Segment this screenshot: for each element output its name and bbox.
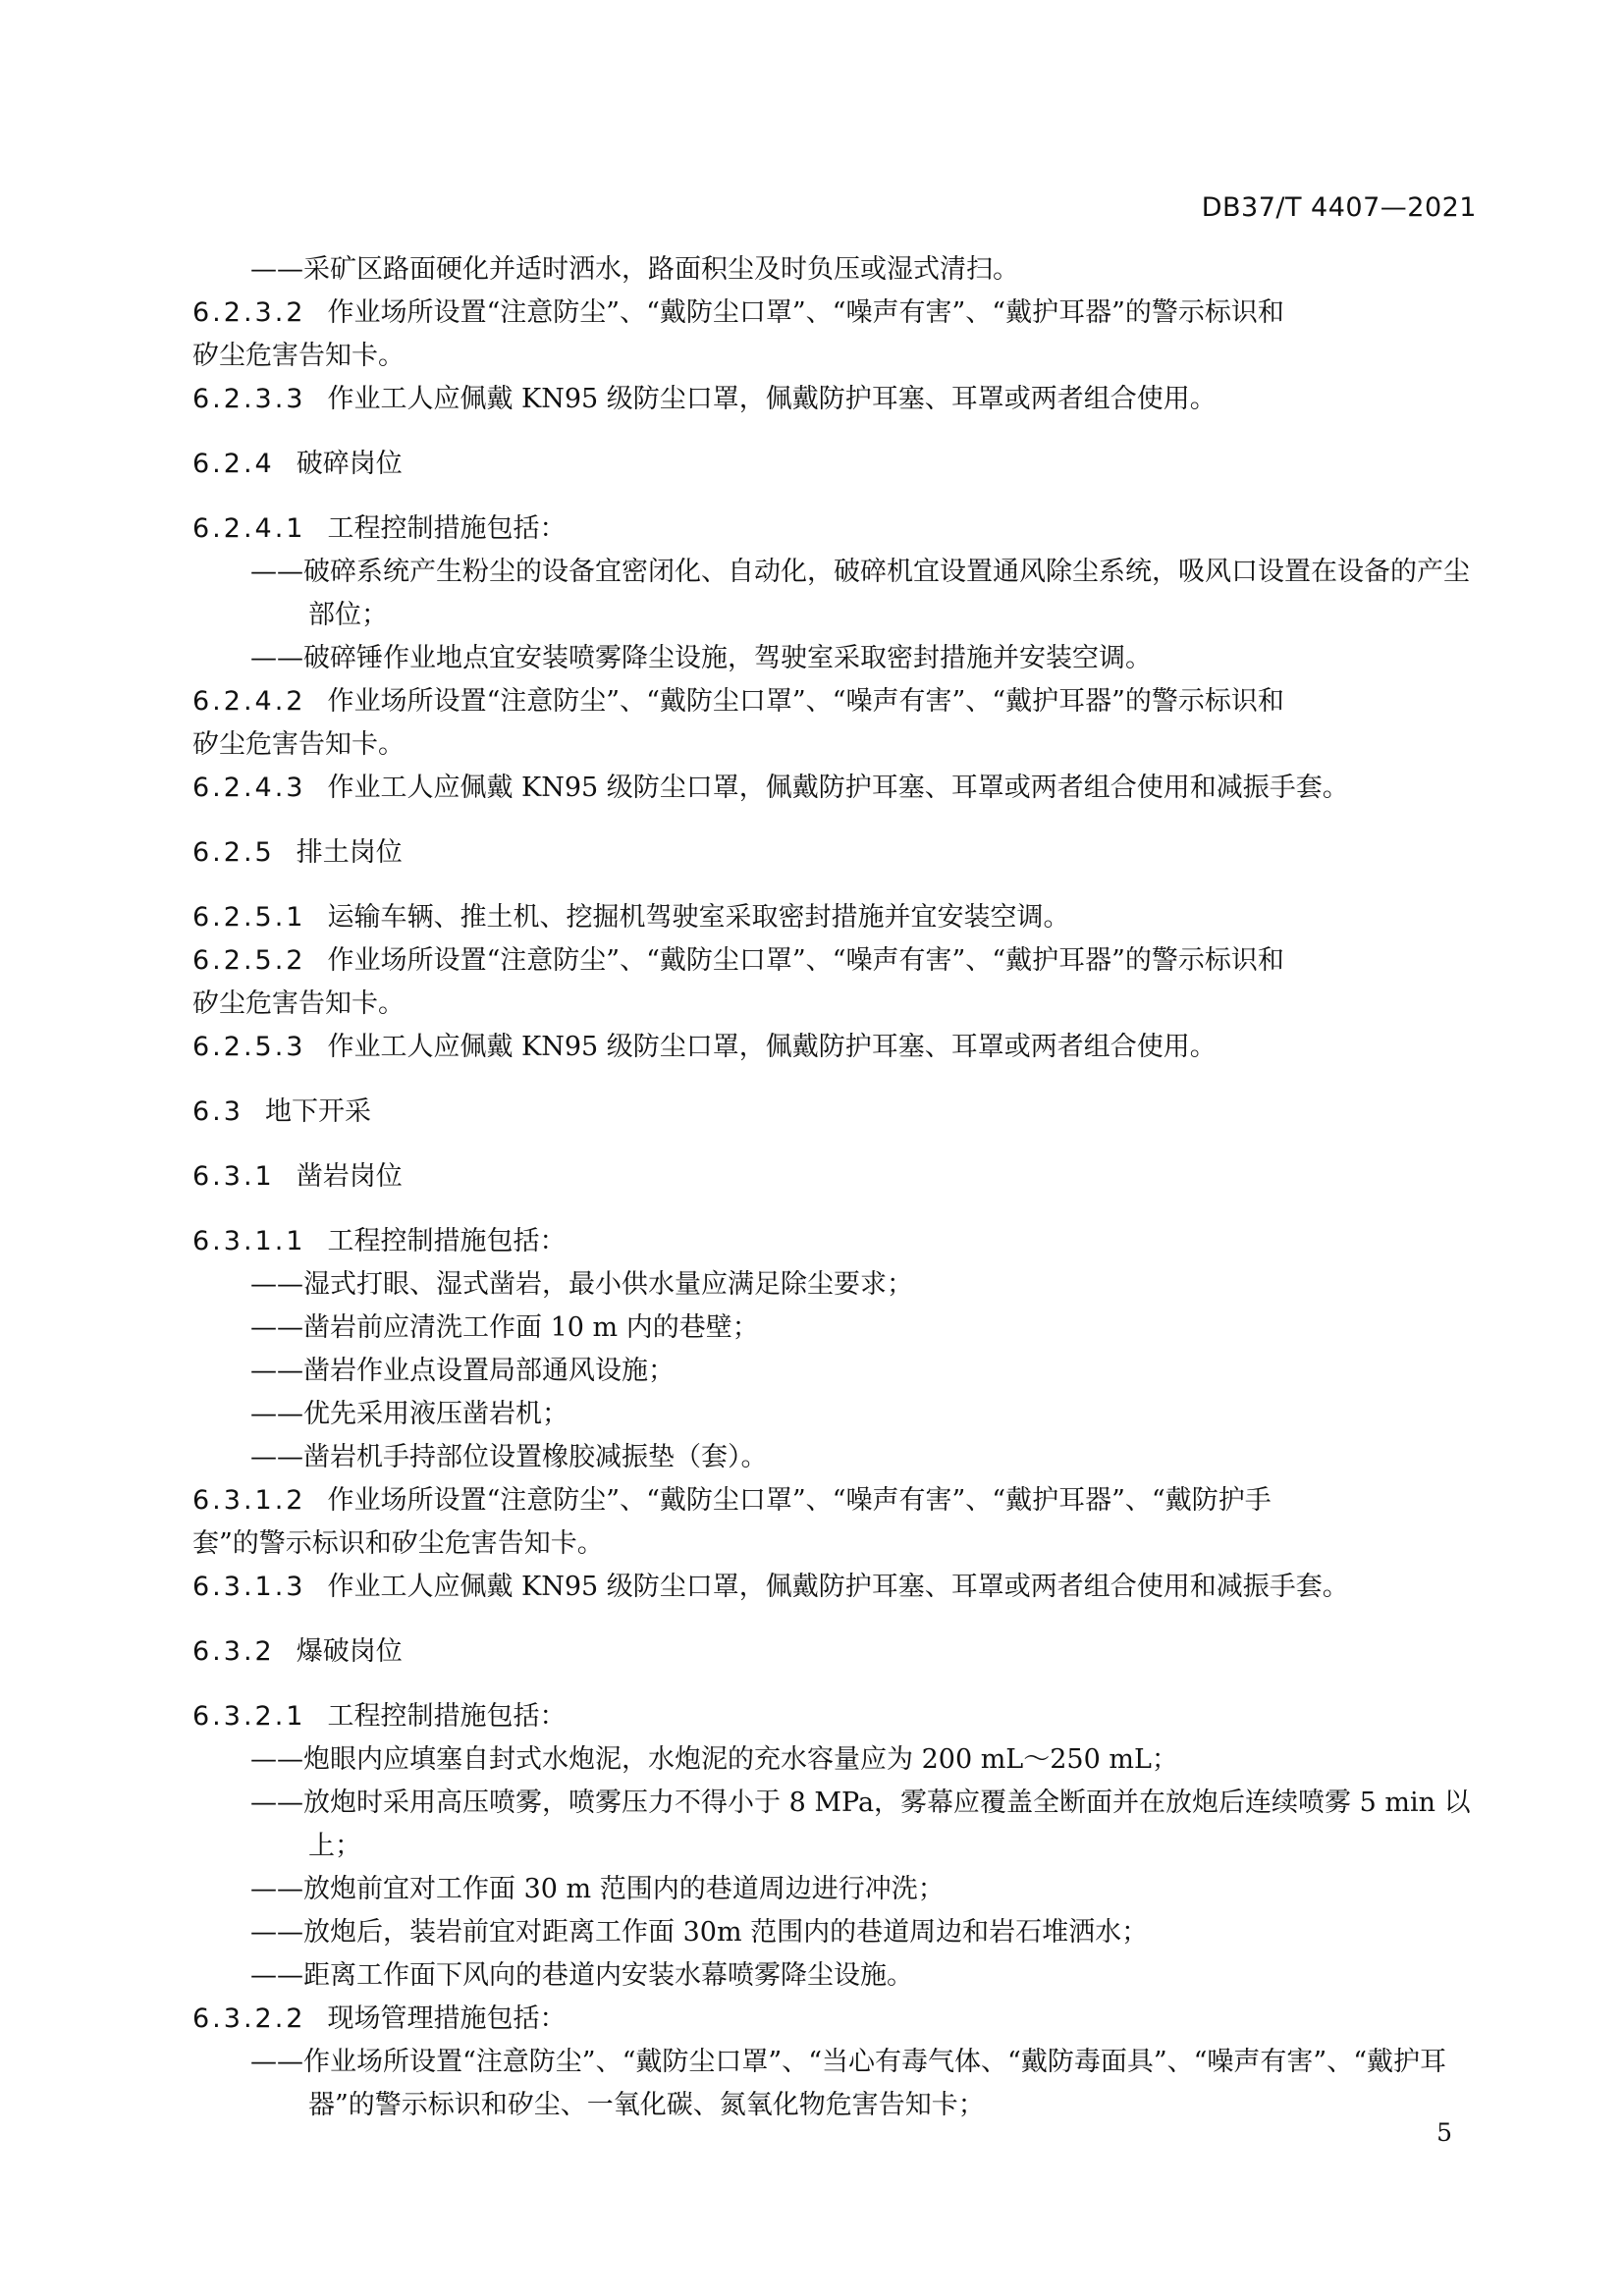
list-item: ——破碎系统产生粉尘的设备宜密闭化、自动化，破碎机宜设置通风除尘系统，吸风口设置在设备的产尘部位； <box>250 557 1470 630</box>
page-number: 5 <box>1436 2118 1452 2147</box>
section-heading <box>192 1091 1479 1134</box>
clause-text: 现场管理措施包括： <box>327 2003 567 2034</box>
clause-item <box>192 1220 1479 1263</box>
clause-text: 作业工人应佩戴 KN95 级防尘口罩，佩戴防护耳塞、耳罩或两者组合使用和减振手套。 <box>327 1572 1349 1602</box>
clause-continuation: 矽尘危害告知卡。 <box>192 729 405 760</box>
list-item: ——放炮后，装岩前宜对距离工作面 30m 范围内的巷道周边和岩石堆洒水； <box>250 1917 1149 1948</box>
clause-text: 作业场所设置“注意防尘”、“戴防尘口罩”、“噪声有害”、“戴护耳器”的警示标识和 <box>327 686 1284 717</box>
clause-text: 作业工人应佩戴 KN95 级防尘口罩，佩戴防护耳塞、耳罩或两者组合使用。 <box>327 1032 1217 1062</box>
clause-text: 作业工人应佩戴 KN95 级防尘口罩，佩戴防护耳塞、耳罩或两者组合使用和减振手套。 <box>327 773 1349 803</box>
list-item: ——凿岩前应清洗工作面 10 m 内的巷壁； <box>250 1312 759 1343</box>
clause-item <box>192 378 1479 421</box>
clause-number: 6.2.4.3 <box>192 773 306 803</box>
section-heading <box>192 1155 1479 1199</box>
document-code: DB37/T 4407—2021 <box>1201 192 1477 223</box>
clause-number: 6.2.3.2 <box>192 297 306 328</box>
clause-number: 6.2.4.2 <box>192 686 306 717</box>
clause-item <box>192 507 1479 551</box>
clause-number: 6.2.5.2 <box>192 945 306 976</box>
section-title: 地下开采 <box>264 1096 371 1127</box>
clause-number: 6.3.2.2 <box>192 2003 306 2034</box>
clause-item <box>192 1998 1479 2041</box>
list-item: ——破碎锤作业地点宜安装喷雾降尘设施，驾驶室采取密封措施并安装空调。 <box>250 643 1152 673</box>
clause-text: 运输车辆、推土机、挖掘机驾驶室采取密封措施并宜安装空调。 <box>327 902 1070 933</box>
clause-text: 作业场所设置“注意防尘”、“戴防尘口罩”、“噪声有害”、“戴护耳器”、“戴防护手 <box>327 1485 1272 1516</box>
section-title: 破碎岗位 <box>296 449 403 479</box>
list-item: ——凿岩作业点设置局部通风设施； <box>250 1356 675 1386</box>
section-number: 6.3.1 <box>192 1161 275 1192</box>
clause-item <box>192 1695 1479 1738</box>
section-heading <box>192 443 1479 486</box>
section-number: 6.2.4 <box>192 449 275 479</box>
clause-item <box>192 1026 1479 1069</box>
list-item: ——凿岩机手持部位设置橡胶减振垫（套）。 <box>250 1442 768 1472</box>
list-item: ——湿式打眼、湿式凿岩，最小供水量应满足除尘要求； <box>250 1269 913 1300</box>
clause-number: 6.3.1.3 <box>192 1572 306 1602</box>
section-title: 凿岩岗位 <box>296 1161 403 1192</box>
clause-number: 6.3.1.1 <box>192 1226 306 1256</box>
clause-number: 6.3.1.2 <box>192 1485 306 1516</box>
list-item: ——作业场所设置“注意防尘”、“戴防尘口罩”、“当心有毒气体、“戴防毒面具”、“噪声有害”、“戴护耳器”的警示标识和矽尘、一氧化碳、氮氧化物危害告知卡； <box>250 2047 1447 2120</box>
section-number: 6.2.5 <box>192 837 275 868</box>
section-number: 6.3 <box>192 1096 244 1127</box>
clause-number: 6.2.4.1 <box>192 513 306 544</box>
clause-item <box>192 767 1479 810</box>
clause-continuation: 矽尘危害告知卡。 <box>192 341 405 371</box>
clause-continuation: 矽尘危害告知卡。 <box>192 988 405 1019</box>
clause-text: 作业工人应佩戴 KN95 级防尘口罩，佩戴防护耳塞、耳罩或两者组合使用。 <box>327 384 1217 414</box>
list-item: ——优先采用液压凿岩机； <box>250 1399 568 1429</box>
document-body <box>192 248 1479 2127</box>
clause-text: 工程控制措施包括： <box>327 513 567 544</box>
section-title: 爆破岗位 <box>296 1636 403 1667</box>
clause-item <box>192 1566 1479 1609</box>
clause-continuation: 套”的警示标识和矽尘危害告知卡。 <box>192 1528 604 1559</box>
clause-item <box>192 939 1479 983</box>
clause-item <box>192 1479 1479 1522</box>
clause-text: 作业场所设置“注意防尘”、“戴防尘口罩”、“噪声有害”、“戴护耳器”的警示标识和 <box>327 297 1284 328</box>
section-title: 排土岗位 <box>296 837 403 868</box>
clause-number: 6.3.2.1 <box>192 1701 306 1732</box>
list-item: ——炮眼内应填塞自封式水炮泥，水炮泥的充水容量应为 200 mL～250 mL； <box>250 1744 1178 1775</box>
list-item: ——放炮前宜对工作面 30 m 范围内的巷道周边进行冲洗； <box>250 1874 945 1904</box>
clause-number: 6.2.5.3 <box>192 1032 306 1062</box>
clause-item <box>192 292 1479 335</box>
section-number: 6.3.2 <box>192 1636 275 1667</box>
section-heading <box>192 1630 1479 1674</box>
clause-number: 6.2.3.3 <box>192 384 306 414</box>
list-item: ——距离工作面下风向的巷道内安装水幕喷雾降尘设施。 <box>250 1960 913 1991</box>
clause-text: 工程控制措施包括： <box>327 1701 567 1732</box>
clause-item <box>192 896 1479 939</box>
clause-item <box>192 680 1479 723</box>
clause-text: 作业场所设置“注意防尘”、“戴防尘口罩”、“噪声有害”、“戴护耳器”的警示标识和 <box>327 945 1284 976</box>
list-item: ——采矿区路面硬化并适时洒水，路面积尘及时负压或湿式清扫。 <box>250 254 1019 285</box>
section-heading <box>192 831 1479 875</box>
clause-text: 工程控制措施包括： <box>327 1226 567 1256</box>
clause-number: 6.2.5.1 <box>192 902 306 933</box>
list-item: ——放炮时采用高压喷雾，喷雾压力不得小于 8 MPa，雾幕应覆盖全断面并在放炮后连续喷雾 5 min 以上； <box>250 1788 1471 1861</box>
